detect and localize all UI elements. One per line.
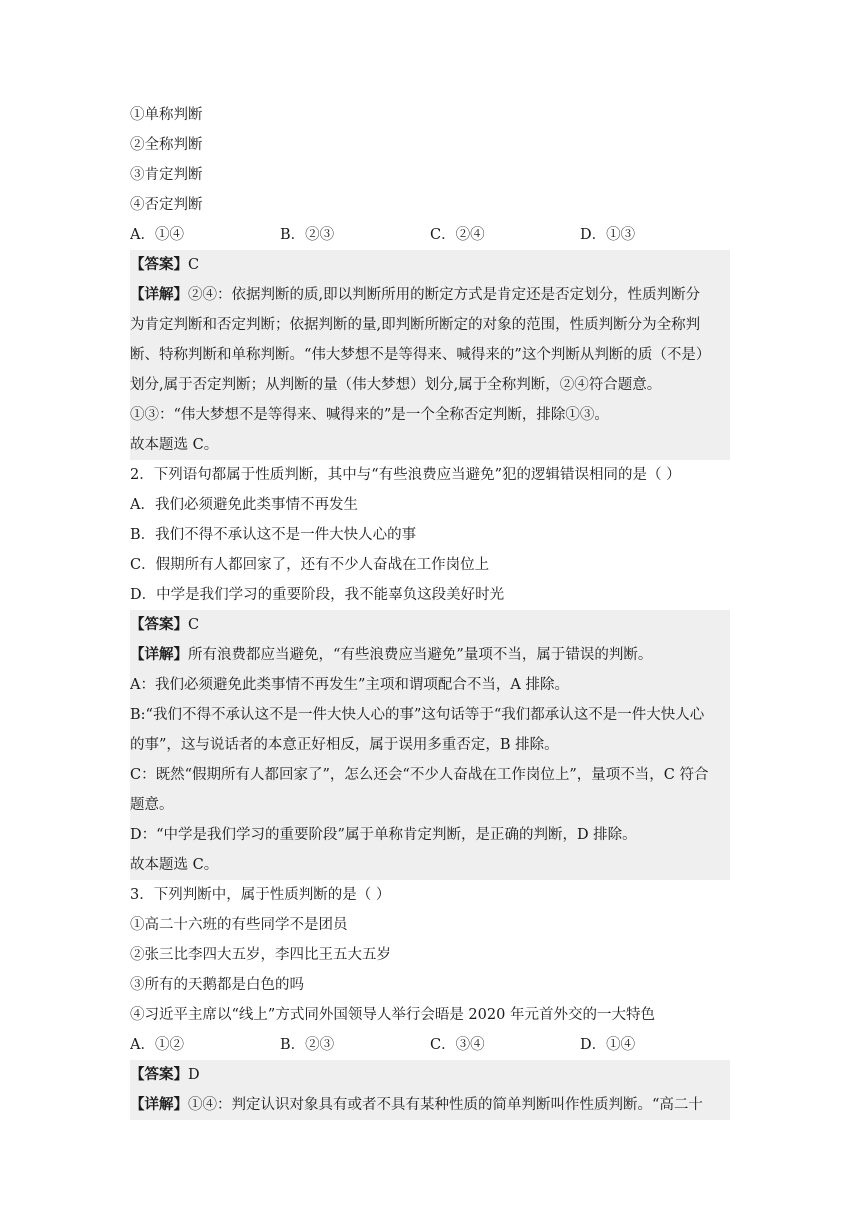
analysis-line: 的事”，这与说话者的本意正好相反，属于误用多重否定，B 排除。 xyxy=(130,737,559,753)
analysis-label: 【详解】 xyxy=(130,646,188,663)
option-c: C．②④ xyxy=(430,227,485,243)
analysis-line xyxy=(130,1090,730,1120)
answer-value: C xyxy=(188,257,200,273)
choice-item: ①单称判断 xyxy=(130,107,203,123)
analysis-line: 划分,属于否定判断；从判断的量（伟大梦想）划分,属于全称判断，②④符合题意。 xyxy=(130,377,662,393)
options-row xyxy=(130,1030,730,1060)
option-c: C．③④ xyxy=(430,1037,485,1053)
analysis-line: 故本题选 C。 xyxy=(130,437,219,453)
analysis-label: 【详解】 xyxy=(130,1096,188,1113)
choice-item: ①高二十六班的有些同学不是团员 xyxy=(130,917,348,933)
answer-block xyxy=(130,1060,730,1120)
option-d: D．①③ xyxy=(580,227,636,243)
analysis-label: 【详解】 xyxy=(130,286,188,303)
option-d: D．①④ xyxy=(580,1037,636,1053)
analysis-line: ①③：“伟大梦想不是等得来、喊得来的”是一个全称否定判断，排除①③。 xyxy=(130,407,609,423)
choice-item: ②张三比李四大五岁，李四比王五大五岁 xyxy=(130,947,391,963)
answer-value: D xyxy=(188,1067,200,1083)
answer-label: 【答案】 xyxy=(130,256,188,273)
answer-block xyxy=(130,250,730,460)
option-b: B．②③ xyxy=(280,227,335,243)
answer-label: 【答案】 xyxy=(130,1066,188,1083)
analysis-line: C：既然“假期所有人都回家了”，怎么还会“不少人奋战在工作岗位上”，量项不当，C 符合 xyxy=(130,767,709,783)
analysis-line xyxy=(130,280,730,310)
option-b: B．②③ xyxy=(280,1037,335,1053)
analysis-line: B:“我们不得不承认这不是一件大快人心的事”这句话等于“我们都承认这不是一件大快人心 xyxy=(130,707,705,723)
analysis-line: 故本题选 C。 xyxy=(130,857,219,873)
option-b: B．我们不得不承认这不是一件大快人心的事 xyxy=(130,527,417,543)
option-d: D．中学是我们学习的重要阶段，我不能辜负这段美好时光 xyxy=(130,587,505,603)
choice-item: ③肯定判断 xyxy=(130,167,203,183)
option-a: A．①④ xyxy=(130,227,184,243)
option-a: A．①② xyxy=(130,1037,184,1053)
options-row xyxy=(130,220,730,250)
analysis-line: D：“中学是我们学习的重要阶段”属于单称肯定判断，是正确的判断，D 排除。 xyxy=(130,827,637,843)
question-stem: 3．下列判断中，属于性质判断的是（ ） xyxy=(130,887,391,903)
analysis-text: ②④：依据判断的质,即以判断所用的断定方式是肯定还是否定划分，性质判断分 xyxy=(188,287,701,303)
document-content xyxy=(130,100,730,1120)
option-c: C．假期所有人都回家了，还有不少人奋战在工作岗位上 xyxy=(130,557,490,573)
option-a: A．我们必须避免此类事情不再发生 xyxy=(130,497,358,513)
analysis-text: ①④：判定认识对象具有或者不具有某种性质的简单判断叫作性质判断。“高二十 xyxy=(188,1097,703,1113)
analysis-line: 为肯定判断和否定判断；依据判断的量,即判断所断定的对象的范围，性质判断分为全称判 xyxy=(130,317,701,333)
answer-line xyxy=(130,250,730,280)
choice-item: ②全称判断 xyxy=(130,137,203,153)
question-stem: 2．下列语句都属于性质判断，其中与“有些浪费应当避免”犯的逻辑错误相同的是（ ） xyxy=(130,467,681,483)
choice-item: ③所有的天鹅都是白色的吗 xyxy=(130,977,304,993)
analysis-line: A：我们必须避免此类事情不再发生”主项和谓项配合不当，A 排除。 xyxy=(130,677,569,693)
choice-item: ④否定判断 xyxy=(130,197,203,213)
answer-label: 【答案】 xyxy=(130,616,188,633)
choice-item: ④习近平主席以“线上”方式同外国领导人举行会晤是 2020 年元首外交的一大特色 xyxy=(130,1007,655,1023)
analysis-line: 断、特称判断和单称判断。“伟大梦想不是等得来、喊得来的”这个判断从判断的质（不是） xyxy=(130,347,711,363)
answer-line xyxy=(130,1060,730,1090)
answer-value: C xyxy=(188,617,200,633)
analysis-text: 所有浪费都应当避免，“有些浪费应当避免”量项不当，属于错误的判断。 xyxy=(188,647,653,663)
analysis-line: 题意。 xyxy=(130,797,174,813)
answer-line xyxy=(130,610,730,640)
analysis-line xyxy=(130,640,730,670)
answer-block xyxy=(130,610,730,880)
